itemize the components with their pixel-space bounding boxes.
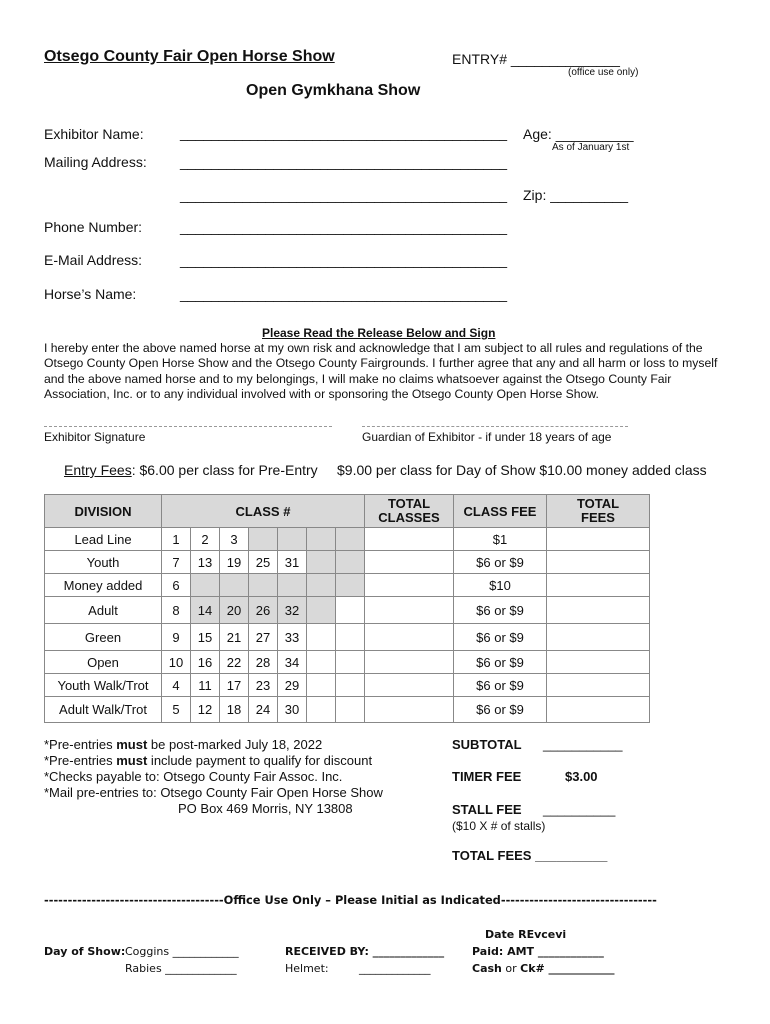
- helmet-field[interactable]: _____________: [359, 962, 431, 975]
- class-fee-cell: $10: [454, 574, 547, 597]
- class-fee-cell: $6 or $9: [454, 697, 547, 723]
- horse-name-field[interactable]: __________________________________________: [180, 286, 508, 302]
- rabies-field[interactable]: Rabies _____________: [125, 962, 237, 975]
- table-row: [45, 528, 650, 551]
- age-note: As of January 1st: [552, 142, 630, 153]
- division-cell: Adult: [45, 597, 162, 624]
- subtotal-field[interactable]: ___________: [543, 737, 623, 752]
- class-cell: 16: [191, 651, 220, 674]
- received-by-field[interactable]: RECEIVED BY: _____________: [285, 945, 445, 958]
- entry-fees-line: [64, 462, 318, 478]
- guardian-signature-line[interactable]: [362, 426, 628, 427]
- class-fee-cell: $1: [454, 528, 547, 551]
- phone-field[interactable]: __________________________________________: [180, 219, 508, 235]
- entry-fees-label: Entry Fees: [64, 462, 132, 478]
- exhibitor-name-field[interactable]: __________________________________________: [180, 125, 508, 141]
- class-cell: 25: [249, 551, 278, 574]
- entry-number-field[interactable]: ENTRY# ______________: [452, 51, 620, 67]
- class-cell: 2: [191, 528, 220, 551]
- class-cell: 28: [249, 651, 278, 674]
- class-fee-cell: $6 or $9: [454, 551, 547, 574]
- coggins-field[interactable]: Coggins ____________: [125, 945, 239, 958]
- release-text: I hereby enter the above named horse at my own risk and acknowledge that I am subject to all rules and regulations of the Otsego County Open Horse Show and the Otsego County Fairgrounds. I further agree that any and all harm or loss to myself and the above named horse and to my belongings, I will make no claims whatsoever against the Otsego County Fair Association, Inc. or to any individual involved with or sponsoring the Otsego County Open Horse Show.: [44, 341, 718, 402]
- total-classes-header: TOTAL CLASSES: [365, 495, 454, 528]
- total-classes-cell[interactable]: [365, 597, 454, 624]
- cash-check-field[interactable]: Cash or Ck# ____________: [472, 962, 615, 975]
- class-cell: 30: [278, 697, 307, 723]
- division-header: DIVISION: [45, 495, 162, 528]
- show-subtitle: Open Gymkhana Show: [246, 82, 421, 99]
- class-cell: 21: [220, 624, 249, 651]
- note-payment: *Pre-entries must include payment to qualify for discount: [44, 753, 373, 768]
- total-classes-cell[interactable]: [365, 697, 454, 723]
- class-cell: 5: [162, 697, 191, 723]
- subtotal-label: SUBTOTAL: [452, 737, 522, 752]
- class-cell: 29: [278, 674, 307, 697]
- total-fees-cell[interactable]: [547, 697, 650, 723]
- phone-label: Phone Number:: [44, 219, 143, 235]
- pre-entry-fee: : $6.00 per class for Pre-Entry: [131, 462, 318, 478]
- total-classes-cell[interactable]: [365, 674, 454, 697]
- class-cell: 34: [278, 651, 307, 674]
- stall-fee-note: ($10 X # of stalls): [452, 819, 546, 833]
- total-fees-cell[interactable]: [547, 597, 650, 624]
- day-of-fee: $9.00 per class for Day of Show $10.00 money added class: [337, 462, 707, 478]
- table-header-row: [45, 495, 650, 528]
- total-classes-cell[interactable]: [365, 651, 454, 674]
- class-cell: 11: [191, 674, 220, 697]
- total-fees-cell[interactable]: [547, 574, 650, 597]
- release-heading: Please Read the Release Below and Sign: [262, 326, 496, 340]
- exhibitor-signature-label: Exhibitor Signature: [44, 430, 146, 444]
- division-cell: Money added: [45, 574, 162, 597]
- total-fees-cell[interactable]: [547, 551, 650, 574]
- division-cell: Lead Line: [45, 528, 162, 551]
- table-row: [45, 697, 650, 723]
- horse-name-label: Horse’s Name:: [44, 286, 137, 302]
- note-address: PO Box 469 Morris, NY 13808: [178, 801, 353, 816]
- paid-amount-field[interactable]: Paid: AMT ____________: [472, 945, 604, 958]
- office-use-note: (office use only): [568, 67, 639, 78]
- division-cell: Open: [45, 651, 162, 674]
- email-field[interactable]: __________________________________________: [180, 252, 508, 268]
- class-fee-cell: $6 or $9: [454, 597, 547, 624]
- total-fees-field[interactable]: TOTAL FEES __________: [452, 848, 608, 863]
- zip-field[interactable]: Zip: __________: [523, 187, 629, 203]
- total-fees-cell[interactable]: [547, 624, 650, 651]
- class-cell: 13: [191, 551, 220, 574]
- mailing-address-field[interactable]: __________________________________________: [180, 154, 508, 170]
- class-cell: 24: [249, 697, 278, 723]
- office-use-divider: --------------------------------------Office Use Only – Please Initial as Indicated---------------------------------: [44, 893, 657, 907]
- total-classes-cell[interactable]: [365, 551, 454, 574]
- class-cell: 31: [278, 551, 307, 574]
- class-fee-cell: $6 or $9: [454, 674, 547, 697]
- note-checks-payable: *Checks payable to: Otsego County Fair Assoc. Inc.: [44, 769, 343, 784]
- class-cell: 9: [162, 624, 191, 651]
- total-fees-cell[interactable]: [547, 674, 650, 697]
- table-row: [45, 551, 650, 574]
- class-cell: 14: [191, 597, 220, 624]
- class-cell: 7: [162, 551, 191, 574]
- note-mail-to: *Mail pre-entries to: Otsego County Fair Open Horse Show: [44, 785, 383, 800]
- class-cell: 15: [191, 624, 220, 651]
- total-fees-header: TOTAL FEES: [547, 495, 650, 528]
- total-fees-cell[interactable]: [547, 651, 650, 674]
- class-fee-header: CLASS FEE: [454, 495, 547, 528]
- day-of-show-label: Day of Show:: [44, 945, 126, 958]
- total-classes-cell[interactable]: [365, 528, 454, 551]
- table-row: [45, 624, 650, 651]
- class-cell: 12: [191, 697, 220, 723]
- note-postmark: *Pre-entries must be post-marked July 18, 2022: [44, 737, 323, 752]
- document-title: Otsego County Fair Open Horse Show: [44, 48, 335, 65]
- total-fees-cell[interactable]: [547, 528, 650, 551]
- mailing-address-line2[interactable]: __________________________________________: [180, 187, 508, 203]
- table-row: [45, 597, 650, 624]
- division-cell: Youth Walk/Trot: [45, 674, 162, 697]
- class-cell: 1: [162, 528, 191, 551]
- class-cell: 10: [162, 651, 191, 674]
- class-cell: 33: [278, 624, 307, 651]
- stall-fee-label: STALL FEE: [452, 802, 522, 817]
- exhibitor-signature-line[interactable]: [44, 426, 332, 427]
- class-fee-cell: $6 or $9: [454, 651, 547, 674]
- date-received-label: Date REvcevi: [485, 928, 567, 941]
- total-classes-cell[interactable]: [365, 574, 454, 597]
- class-cell: 20: [220, 597, 249, 624]
- class-cell: 23: [249, 674, 278, 697]
- table-row: [45, 651, 650, 674]
- class-cell: 19: [220, 551, 249, 574]
- class-cell: 4: [162, 674, 191, 697]
- class-cell: 3: [220, 528, 249, 551]
- class-table: [44, 494, 650, 723]
- class-number-header: CLASS #: [162, 495, 365, 528]
- class-cell: 32: [278, 597, 307, 624]
- class-cell: 27: [249, 624, 278, 651]
- division-cell: Green: [45, 624, 162, 651]
- table-row: [45, 674, 650, 697]
- class-cell: 17: [220, 674, 249, 697]
- division-cell: Youth: [45, 551, 162, 574]
- table-row: [45, 574, 650, 597]
- mailing-address-label: Mailing Address:: [44, 154, 147, 170]
- stall-fee-field[interactable]: __________: [543, 802, 616, 817]
- timer-fee-label: TIMER FEE: [452, 769, 522, 784]
- class-fee-cell: $6 or $9: [454, 624, 547, 651]
- helmet-label: Helmet:: [285, 962, 329, 975]
- class-cell: 6: [162, 574, 191, 597]
- class-cell: 18: [220, 697, 249, 723]
- class-cell: 22: [220, 651, 249, 674]
- timer-fee-amount: $3.00: [565, 769, 598, 784]
- guardian-signature-label: Guardian of Exhibitor - if under 18 years of age: [362, 430, 612, 444]
- total-classes-cell[interactable]: [365, 624, 454, 651]
- class-cell: 26: [249, 597, 278, 624]
- division-cell: Adult Walk/Trot: [45, 697, 162, 723]
- email-label: E-Mail Address:: [44, 252, 143, 268]
- age-field[interactable]: Age: __________: [523, 126, 634, 142]
- exhibitor-name-label: Exhibitor Name:: [44, 126, 144, 142]
- class-cell: 8: [162, 597, 191, 624]
